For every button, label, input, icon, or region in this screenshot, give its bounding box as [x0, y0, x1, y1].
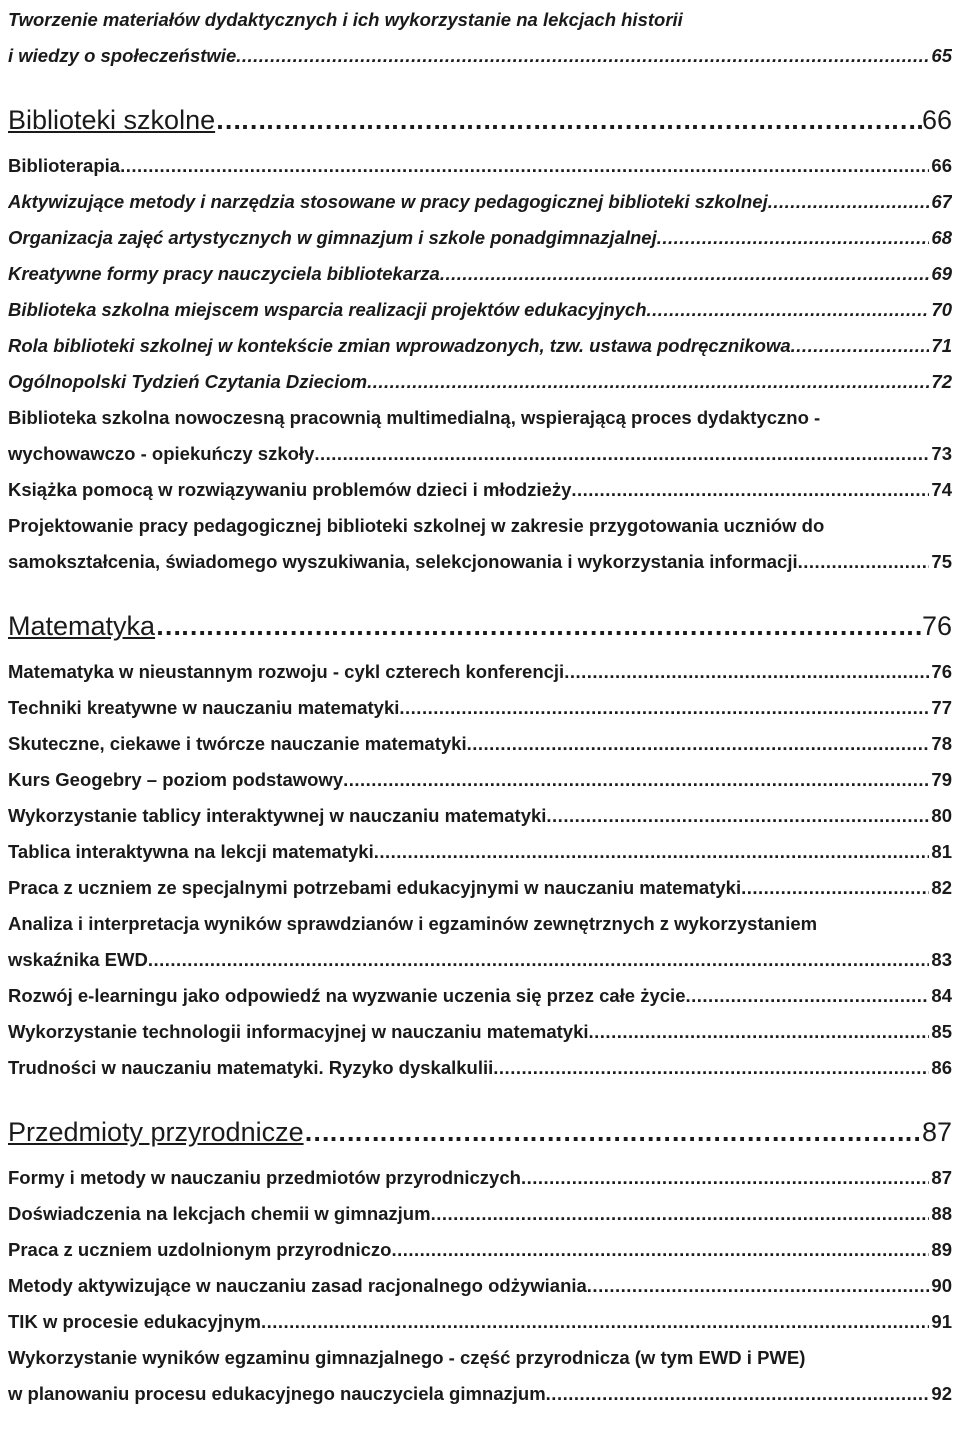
toc-entry-title: Doświadczenia na lekcjach chemii w gimnazjum: [8, 1203, 431, 1224]
dot-leader: [304, 1112, 922, 1152]
toc-page-number: 68: [931, 227, 952, 248]
dot-leader: [261, 1304, 929, 1340]
toc-entry-title: Kreatywne formy pracy nauczyciela bibliotekarza: [8, 263, 440, 284]
toc-page-number: 82: [931, 877, 952, 898]
toc-page-number: 87: [931, 1167, 952, 1188]
dot-leader: [399, 690, 929, 726]
dot-leader: [236, 38, 929, 74]
toc-entry-title: Trudności w nauczaniu matematyki. Ryzyko dyskalkulii: [8, 1057, 494, 1078]
toc-page-number: 76: [931, 661, 952, 682]
dot-leader: [215, 100, 922, 140]
toc-entry: [8, 544, 952, 580]
toc-entry: [8, 1232, 952, 1268]
dot-leader: [546, 798, 929, 834]
toc-page-number: 74: [931, 479, 952, 500]
dot-leader: [647, 292, 930, 328]
toc-page-number: 90: [931, 1275, 952, 1296]
toc-entry-title: wychowawczo - opiekuńczy szkoły: [8, 443, 315, 464]
toc-entry-title: Tablica interaktywna na lekcji matematyki: [8, 841, 374, 862]
toc-entry: [8, 184, 952, 220]
dot-leader: [798, 544, 930, 580]
dot-leader: [367, 364, 929, 400]
dot-leader: [148, 942, 930, 978]
toc-page-number: 78: [931, 733, 952, 754]
dot-leader: [343, 762, 929, 798]
toc-page-number: 65: [931, 45, 952, 66]
toc-entry: [8, 328, 952, 364]
dot-leader: [546, 1376, 930, 1412]
dot-leader: [587, 1268, 930, 1304]
section-title: Matematyka: [8, 611, 156, 641]
toc-entry: [8, 798, 952, 834]
toc-page-number: 89: [931, 1239, 952, 1260]
toc-entry-title: Metody aktywizujące w nauczaniu zasad racjonalnego odżywiania: [8, 1275, 587, 1296]
toc-page-number: 73: [931, 443, 952, 464]
section-page-number: 66: [921, 105, 952, 135]
toc-entry-title: Skuteczne, ciekawe i twórcze nauczanie matematyki: [8, 733, 467, 754]
dot-leader: [657, 220, 930, 256]
dot-leader: [155, 606, 922, 646]
section-title: Przedmioty przyrodnicze: [8, 1117, 304, 1147]
toc-page-number: 67: [931, 191, 952, 212]
toc-page-number: 69: [931, 263, 952, 284]
toc-entry: [8, 364, 952, 400]
dot-leader: [521, 1160, 929, 1196]
toc-entry-title: Biblioteka szkolna miejscem wsparcia realizacji projektów edukacyjnych: [8, 299, 647, 320]
dot-leader: [440, 256, 930, 292]
toc-page-number: 91: [931, 1311, 952, 1332]
dot-leader: [768, 184, 930, 220]
toc-entry: [8, 834, 952, 870]
toc-entry-title: Praca z uczniem ze specjalnymi potrzebami edukacyjnymi w nauczaniu matematyki: [8, 877, 742, 898]
toc-entry: [8, 1160, 952, 1196]
toc-entry: [8, 654, 952, 690]
toc-page-number: 66: [931, 155, 952, 176]
dot-leader: [391, 1232, 929, 1268]
toc-entry: [8, 978, 952, 1014]
section-page-number: 87: [921, 1117, 952, 1147]
toc-page-number: 79: [931, 769, 952, 790]
toc-page-number: 88: [931, 1203, 952, 1224]
toc-entry-title-line: Biblioteka szkolna nowoczesną pracownią multimedialną, wspierającą proces dydaktyczno -: [8, 407, 821, 428]
toc-entry-title-line: Projektowanie pracy pedagogicznej biblioteki szkolnej w zakresie przygotowania uczniów do: [8, 515, 825, 536]
toc-entry: [8, 690, 952, 726]
toc-entry-title: samokształcenia, świadomego wyszukiwania, selekcjonowania i wykorzystania informacji: [8, 551, 798, 572]
dot-leader: [431, 1196, 930, 1232]
toc-entry-title: Ogólnopolski Tydzień Czytania Dzieciom: [8, 371, 368, 392]
toc-entry: [8, 292, 952, 328]
toc-page-number: 72: [931, 371, 952, 392]
toc-entry: [8, 256, 952, 292]
toc-entry: [8, 942, 952, 978]
toc-entry-title: Aktywizujące metody i narzędzia stosowane w pracy pedagogicznej biblioteki szkolnej: [8, 191, 768, 212]
toc-entry: [8, 472, 952, 508]
toc-intro-line: Tworzenie materiałów dydaktycznych i ich wykorzystanie na lekcjach historii: [8, 9, 683, 30]
dot-leader: [686, 978, 930, 1014]
toc-page-number: 84: [931, 985, 952, 1006]
toc-entry: [8, 1268, 952, 1304]
dot-leader: [120, 148, 929, 184]
toc-entry-title: Kurs Geogebry – poziom podstawowy: [8, 769, 344, 790]
toc-page-number: 83: [931, 949, 952, 970]
toc-entry: [8, 148, 952, 184]
toc-entry-title: wskaźnika EWD: [8, 949, 148, 970]
dot-leader: [571, 472, 929, 508]
toc-entry: [8, 726, 952, 762]
section-page-number: 76: [921, 611, 952, 641]
dot-leader: [467, 726, 930, 762]
section-heading: [8, 100, 952, 140]
toc-entry: [8, 220, 952, 256]
section-title: Biblioteki szkolne: [8, 105, 216, 135]
toc-entry-title: Rola biblioteki szkolnej w kontekście zmian wprowadzonych, tzw. ustawa podręcznikowa: [8, 335, 791, 356]
dot-leader: [493, 1050, 929, 1086]
toc-page-number: 80: [931, 805, 952, 826]
toc-entry-title: Wykorzystanie technologii informacyjnej w nauczaniu matematyki: [8, 1021, 589, 1042]
dot-leader: [564, 654, 929, 690]
toc-entry: [8, 1376, 952, 1412]
toc-entry-title: Książka pomocą w rozwiązywaniu problemów dzieci i młodzieży: [8, 479, 572, 500]
toc-entry-title: w planowaniu procesu edukacyjnego nauczyciela gimnazjum: [8, 1383, 546, 1404]
toc-entry: [8, 1196, 952, 1232]
toc-page-number: 70: [931, 299, 952, 320]
toc-entry-title: Biblioterapia: [8, 155, 121, 176]
section-heading: [8, 606, 952, 646]
toc-entry-title: Organizacja zajęć artystycznych w gimnazjum i szkole ponadgimnazjalnej: [8, 227, 657, 248]
table-of-contents: [8, 0, 952, 1412]
toc-entry-title: Matematyka w nieustannym rozwoju - cykl czterech konferencji: [8, 661, 565, 682]
toc-page-number: 81: [931, 841, 952, 862]
toc-page-number: 92: [931, 1383, 952, 1404]
toc-entry-title: Formy i metody w nauczaniu przedmiotów przyrodniczych: [8, 1167, 521, 1188]
toc-entry-title: TIK w procesie edukacyjnym: [8, 1311, 261, 1332]
toc-page-number: 85: [931, 1021, 952, 1042]
toc-entry-title: Wykorzystanie tablicy interaktywnej w nauczaniu matematyki: [8, 805, 547, 826]
dot-leader: [741, 870, 929, 906]
toc-entry: [8, 762, 952, 798]
toc-entry: [8, 1050, 952, 1086]
toc-entry: [8, 1304, 952, 1340]
toc-entry-title: Techniki kreatywne w nauczaniu matematyki: [8, 697, 400, 718]
toc-entry-title: Rozwój e-learningu jako odpowiedź na wyzwanie uczenia się przez całe życie: [8, 985, 686, 1006]
toc-entry: [8, 436, 952, 472]
toc-entry: [8, 870, 952, 906]
toc-entry: [8, 1014, 952, 1050]
toc-page-number: 86: [931, 1057, 952, 1078]
toc-intro-entry: [8, 38, 952, 74]
dot-leader: [374, 834, 930, 870]
toc-page-number: 77: [931, 697, 952, 718]
toc-entry-title-line: Wykorzystanie wyników egzaminu gimnazjalnego - część przyrodnicza (w tym EWD i PWE): [8, 1347, 806, 1368]
toc-entry-title: i wiedzy o społeczeństwie: [8, 45, 237, 66]
toc-page-number: 75: [931, 551, 952, 572]
dot-leader: [589, 1014, 930, 1050]
dot-leader: [791, 328, 930, 364]
toc-page-number: 71: [931, 335, 952, 356]
dot-leader: [314, 436, 929, 472]
section-heading: [8, 1112, 952, 1152]
toc-entry-title: Praca z uczniem uzdolnionym przyrodniczo: [8, 1239, 392, 1260]
toc-entry-title-line: Analiza i interpretacja wyników sprawdzianów i egzaminów zewnętrznych z wykorzystaniem: [8, 913, 818, 934]
